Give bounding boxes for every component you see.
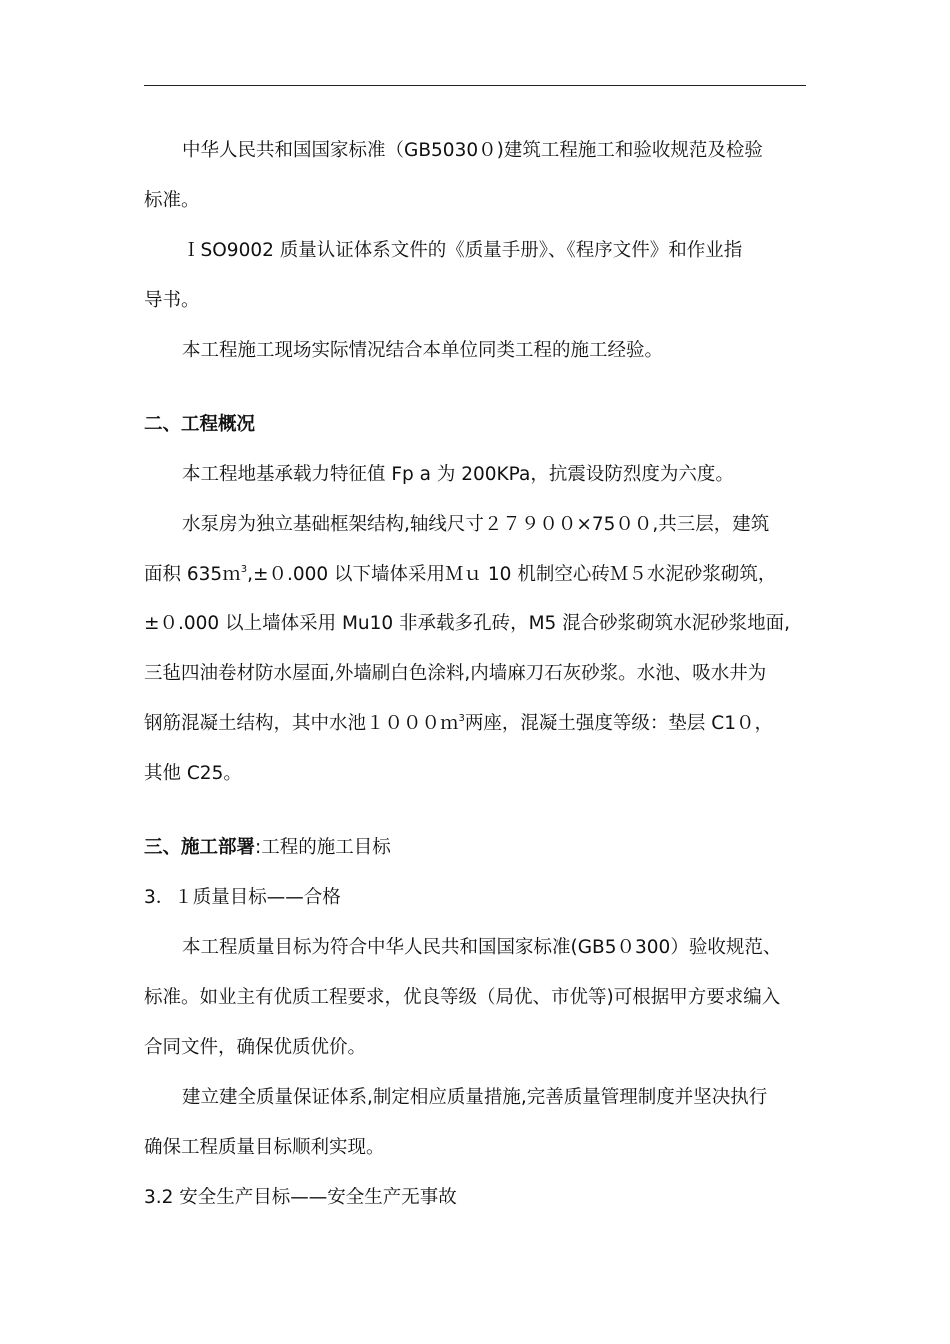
text-run: 两座，混凝土强度等级：垫层 C1０，	[464, 713, 773, 734]
section-heading-3	[144, 835, 814, 861]
section-heading-3-rest: :工程的施工目标	[255, 837, 391, 858]
paragraph-system-line-2: 确保工程质量目标顺利实现。	[144, 1137, 385, 1158]
paragraph-structure-line-4: 三毡四油卷材防水屋面,外墙刷白色涂料,内墙麻刀石灰砂浆。水池、吸水井为	[144, 663, 767, 684]
superscript: 3	[240, 564, 248, 575]
paragraph-quality-line-1: 本工程质量目标为符合中华人民共和国国家标准(GB5０300）验收规范、	[182, 937, 782, 958]
paragraph-foundation: 本工程地基承载力特征值 Fp a 为 200KPa，抗震设防烈度为六度。	[182, 464, 734, 485]
paragraph-iso-line-2: 导书。	[144, 290, 200, 311]
subsection-3-2: 3.2 安全生产目标——安全生产无事故	[144, 1187, 457, 1208]
superscript: 3	[458, 713, 465, 724]
paragraph-structure-line-5	[144, 711, 814, 737]
paragraph-structure-line-3: ±０.000 以上墙体采用 Mu10 非承载多孔砖，M5 混合砂浆砌筑水泥砂浆地面,	[144, 613, 791, 634]
paragraph-standard-line-1: 中华人民共和国国家标准（GB5030０)建筑工程施工和验收规范及检验	[182, 140, 763, 161]
paragraph-structure-line-2	[144, 562, 814, 588]
paragraph-structure-line-1: 水泵房为独立基础框架结构,轴线尺寸２７９００×75００,共三层，建筑	[182, 514, 770, 535]
text-run: ,±０.000 以下墙体采用Ｍｕ 10 机制空心砖Ｍ５水泥砂浆砌筑，	[247, 564, 777, 585]
header-rule	[144, 85, 806, 86]
paragraph-system-line-1: 建立建全质量保证体系,制定相应质量措施,完善质量管理制度并坚决执行	[182, 1087, 768, 1108]
section-heading-3-bold: 三、施工部署	[144, 837, 256, 858]
text-run: 钢筋混凝土结构，其中水池１０００ｍ	[144, 713, 459, 734]
section-heading-2: 二、工程概况	[144, 414, 256, 435]
paragraph-standard-line-2: 标准。	[144, 190, 200, 211]
subsection-3-1: 3．１质量目标——合格	[144, 887, 341, 908]
paragraph-quality-line-2: 标准。如业主有优质工程要求，优良等级（局优、市优等)可根据甲方要求编入	[144, 987, 781, 1008]
paragraph-quality-line-3: 合同文件，确保优质优价。	[144, 1037, 367, 1058]
paragraph-structure-line-6: 其他 C25。	[144, 763, 242, 784]
text-run: 面积 635ｍ	[144, 564, 241, 585]
paragraph-iso-line-1: ＩSO9002 质量认证体系文件的《质量手册》、《程序文件》和作业指	[182, 240, 743, 261]
paragraph-experience: 本工程施工现场实际情况结合本单位同类工程的施工经验。	[182, 340, 664, 361]
